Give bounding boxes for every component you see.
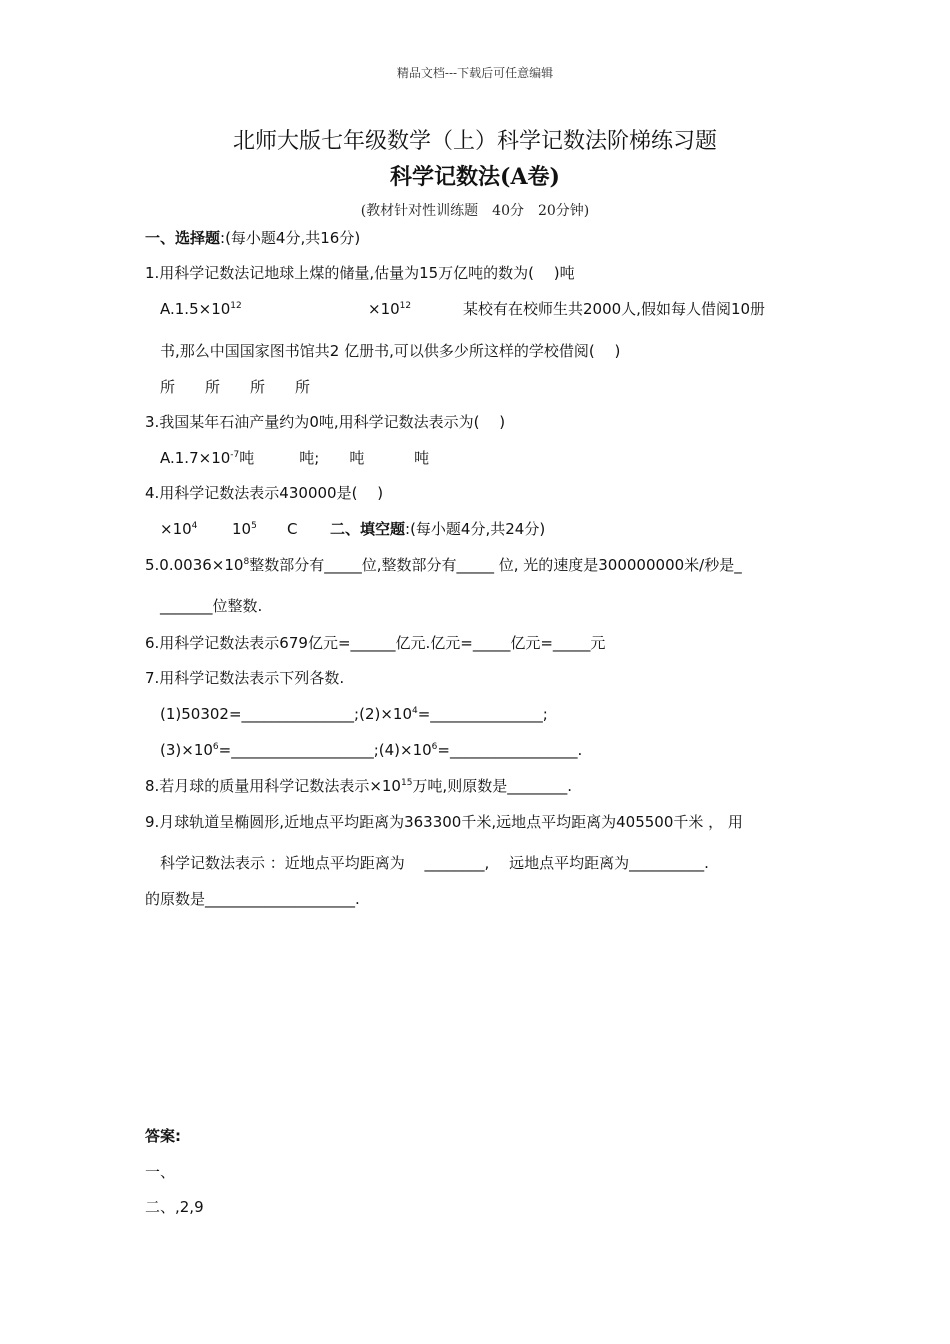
q7-2-exp-a: 6	[212, 742, 219, 752]
section-2-title: 二、填空题	[330, 520, 406, 538]
section-1-note: :(每小题4分,共16分)	[220, 229, 361, 247]
q7-1-exp: 4	[412, 706, 418, 716]
q4-option-c: C	[287, 520, 298, 538]
question-3: 3.我国某年石油产量约为0吨,用科学记数法表示为( )	[145, 413, 506, 431]
q4-option-a-text: ×10	[160, 520, 192, 538]
q8-text-b: 万吨,则原数是________.	[412, 777, 572, 795]
question-1: 1.用科学记数法记地球上煤的储量,估量为15万亿吨的数为( )吨	[145, 264, 575, 282]
q7-part-1-2	[160, 704, 548, 724]
question-4: 4.用科学记数法表示430000是( )	[145, 484, 384, 502]
q1-option-a	[160, 299, 242, 319]
answers-section-2: 二、,2,9	[145, 1198, 204, 1216]
question-6: 6.用科学记数法表示679亿元=______亿元.亿元=_____亿元=_____元	[145, 634, 606, 652]
section-2-note: :(每小题4分,共24分)	[405, 520, 546, 538]
q7-1-text-a: (1)50302=_______________;(2)×10	[160, 705, 412, 723]
document-title: 北师大版七年级数学（上）科学记数法阶梯练习题	[232, 129, 717, 154]
q5-text-a: 5.0.0036×10	[145, 556, 244, 574]
q1-option-b-exp: 12	[399, 301, 412, 311]
q2-options: 所 所 所 所	[160, 378, 311, 396]
q7-1-text-b: =_______________;	[417, 705, 548, 723]
q7-2-text-c: =_________________.	[437, 741, 583, 759]
q5-exp: 8	[243, 557, 250, 567]
q1-option-b-text: ×10	[368, 300, 400, 318]
q1-option-b	[368, 299, 411, 319]
q4-option-a	[160, 519, 197, 539]
q4-option-b-exp: 5	[251, 521, 257, 531]
q3-options-rest: 吨 吨; 吨 吨	[239, 449, 430, 467]
page-header: 精品文档---下载后可任意编辑	[396, 66, 554, 80]
question-2-continued: 书,那么中国国家图书馆共2 亿册书,可以供多少所这样的学校借阅( )	[160, 342, 621, 360]
question-5-continued: _______位整数.	[160, 597, 263, 615]
q5-text-b: 整数部分有_____位,整数部分有_____ 位, 光的速度是300000000米/秒是_	[249, 556, 742, 574]
q4-option-a-exp: 4	[191, 521, 198, 531]
q7-part-3-4	[160, 740, 582, 760]
q7-2-exp-b: 6	[431, 742, 438, 752]
document-subtitle: 科学记数法(A卷)	[390, 164, 560, 190]
q7-2-text-b: =___________________;(4)×10	[218, 741, 432, 759]
section-1-title: 一、选择题	[145, 229, 221, 247]
section-2-heading	[330, 519, 545, 539]
question-9-end: 的原数是____________________.	[145, 890, 360, 908]
question-5	[145, 555, 742, 575]
question-8	[145, 776, 572, 796]
test-meta: (教材针对性训练题 40分 20分钟)	[360, 203, 590, 219]
section-1-heading	[145, 228, 360, 248]
q3-options	[160, 448, 429, 468]
q4-option-b	[232, 519, 257, 539]
q3-option-a-exp: -7	[230, 450, 240, 460]
question-2-start: 某校有在校师生共2000人,假如每人借阅10册	[463, 300, 766, 318]
q3-option-a-text: A.1.7×10	[160, 449, 231, 467]
answers-section-1: 一、	[145, 1163, 176, 1181]
answers-heading: 答案:	[145, 1127, 181, 1145]
q8-text-a: 8.若月球的质量用科学记数法表示×10	[145, 777, 401, 795]
question-7: 7.用科学记数法表示下列各数.	[145, 669, 345, 687]
q1-option-a-exp: 12	[230, 301, 242, 311]
q7-2-text-a: (3)×10	[160, 741, 213, 759]
question-9: 9.月球轨道呈椭圆形,近地点平均距离为363300千米,远地点平均距离为405500千米 ， 用	[145, 813, 743, 831]
q8-exp: 15	[400, 778, 413, 788]
q4-option-b-text: 10	[232, 520, 252, 538]
question-9-continued: 科学记数法表示 ：近地点平均距离为 ________, 远地点平均距离为__________.	[160, 854, 709, 872]
q1-option-a-text: A.1.5×10	[160, 300, 231, 318]
